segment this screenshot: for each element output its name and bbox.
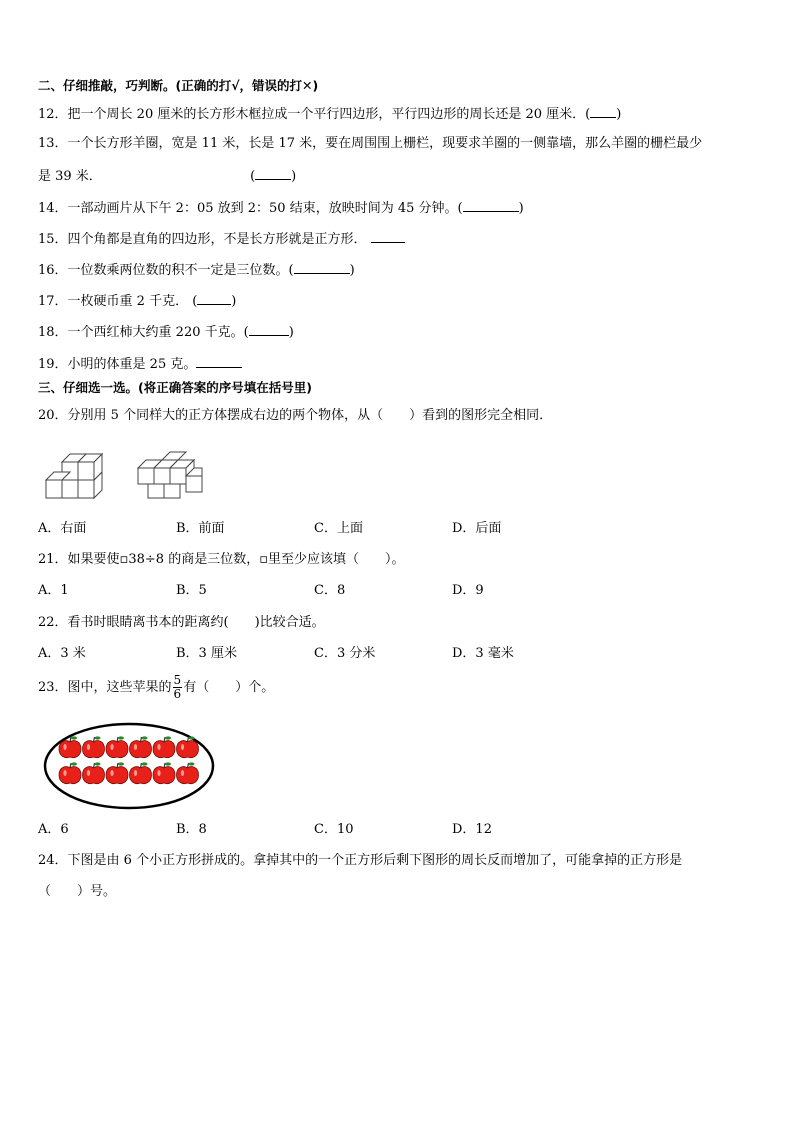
question-16 [38, 261, 355, 279]
question-18 [38, 323, 294, 341]
q18-text: 18．一个西红柿大约重 220 千克。( [38, 325, 249, 340]
q13-open: ( [250, 169, 256, 184]
q21-option-b[interactable]: B．5 [176, 583, 207, 598]
q19-text: 19．小明的体重是 25 克。 [38, 357, 197, 372]
q23-option-a[interactable]: A．6 [38, 822, 69, 837]
q20-option-b[interactable]: B．前面 [176, 521, 225, 536]
q17-close: ) [231, 294, 237, 309]
q22-option-b[interactable]: B．3 厘米 [176, 646, 237, 661]
q17-answer-blank[interactable] [197, 292, 231, 305]
q12-answer-blank[interactable] [590, 105, 616, 118]
question-21: 21．如果要使▫38÷8 的商是三位数，▫里至少应该填（ ）。 [38, 552, 405, 567]
q16-close: ) [349, 263, 355, 278]
q16-answer-blank[interactable] [294, 261, 350, 274]
fraction-five-sixths [173, 674, 183, 701]
question-15 [38, 230, 405, 248]
q23-option-b[interactable]: B．8 [176, 822, 207, 837]
q13-answer-blank[interactable] [255, 167, 291, 180]
q21-option-a[interactable]: A．1 [38, 583, 69, 598]
question-14 [38, 199, 524, 217]
cube-figure-2 [134, 446, 206, 502]
q15-text: 15．四个角都是直角的四边形，不是长方形就是正方形． [38, 232, 367, 247]
q21-option-d[interactable]: D．9 [452, 583, 484, 598]
q12-text: 12．把一个周长 20 厘米的长方形木框拉成一个平行四边形，平行四边形的周长还是 20 厘米．( [38, 107, 591, 122]
q22-option-a[interactable]: A．3 米 [38, 646, 86, 661]
question-22: 22．看书时眼睛离书本的距离约( )比较合适。 [38, 615, 325, 630]
q22-option-c[interactable]: C．3 分米 [314, 646, 376, 661]
q13-text: 是 39 米． [38, 169, 102, 184]
fraction-denominator: 6 [173, 687, 182, 701]
section-3-heading: 三、仔细选一选。(将正确答案的序号填在括号里) [38, 380, 312, 395]
q23-option-d[interactable]: D．12 [452, 822, 492, 837]
q20-option-a[interactable]: A．右面 [38, 521, 87, 536]
question-17 [38, 292, 236, 310]
q20-option-c[interactable]: C．上面 [314, 521, 363, 536]
q14-close: ) [518, 201, 524, 216]
question-20: 20．分别用 5 个同样大的正方体摆成右边的两个物体，从（ ）看到的图形完全相同． [38, 408, 553, 423]
q16-text: 16．一位数乘两位数的积不一定是三位数。( [38, 263, 294, 278]
q13-close: ) [291, 169, 297, 184]
fraction-numerator: 5 [173, 673, 182, 687]
question-24: 24．下图是由 6 个小正方形拼成的。拿掉其中的一个正方形后剩下图形的周长反而增加了，可能拿掉的正方形是 [38, 853, 683, 868]
q21-option-c[interactable]: C．8 [314, 583, 346, 598]
q14-text: 14．一部动画片从下午 2：05 放到 2：50 结束，放映时间为 45 分钟。( [38, 201, 463, 216]
q23-option-c[interactable]: C．10 [314, 822, 354, 837]
question-19 [38, 355, 242, 373]
q14-answer-blank[interactable] [463, 199, 519, 212]
question-24-cont: （ ）号。 [38, 884, 117, 899]
q12-close: ) [616, 107, 622, 122]
q20-option-d[interactable]: D．后面 [452, 521, 502, 536]
q15-answer-blank[interactable] [371, 230, 405, 243]
q18-close: ) [288, 325, 294, 340]
section-2-heading: 二、仔细推敲，巧判断。(正确的打√，错误的打✕) [38, 78, 319, 93]
q23-text-post: 有（ ）个。 [183, 680, 275, 695]
q22-option-d[interactable]: D．3 毫米 [452, 646, 514, 661]
q17-text: 17．一枚硬币重 2 千克． ( [38, 294, 198, 309]
q18-answer-blank[interactable] [249, 323, 289, 336]
apple-plate [42, 720, 216, 812]
cube-figure-1 [44, 446, 106, 502]
question-23 [38, 674, 274, 702]
q19-answer-blank[interactable] [196, 355, 242, 368]
question-12 [38, 105, 621, 123]
question-13-cont [38, 167, 296, 185]
q23-text-pre: 23．图中，这些苹果的 [38, 680, 172, 695]
question-13: 13．一个长方形羊圈，宽是 11 米，长是 17 米，要在周围围上栅栏，现要求羊圈的一侧靠墙，那么羊圈的栅栏最少 [38, 136, 703, 151]
